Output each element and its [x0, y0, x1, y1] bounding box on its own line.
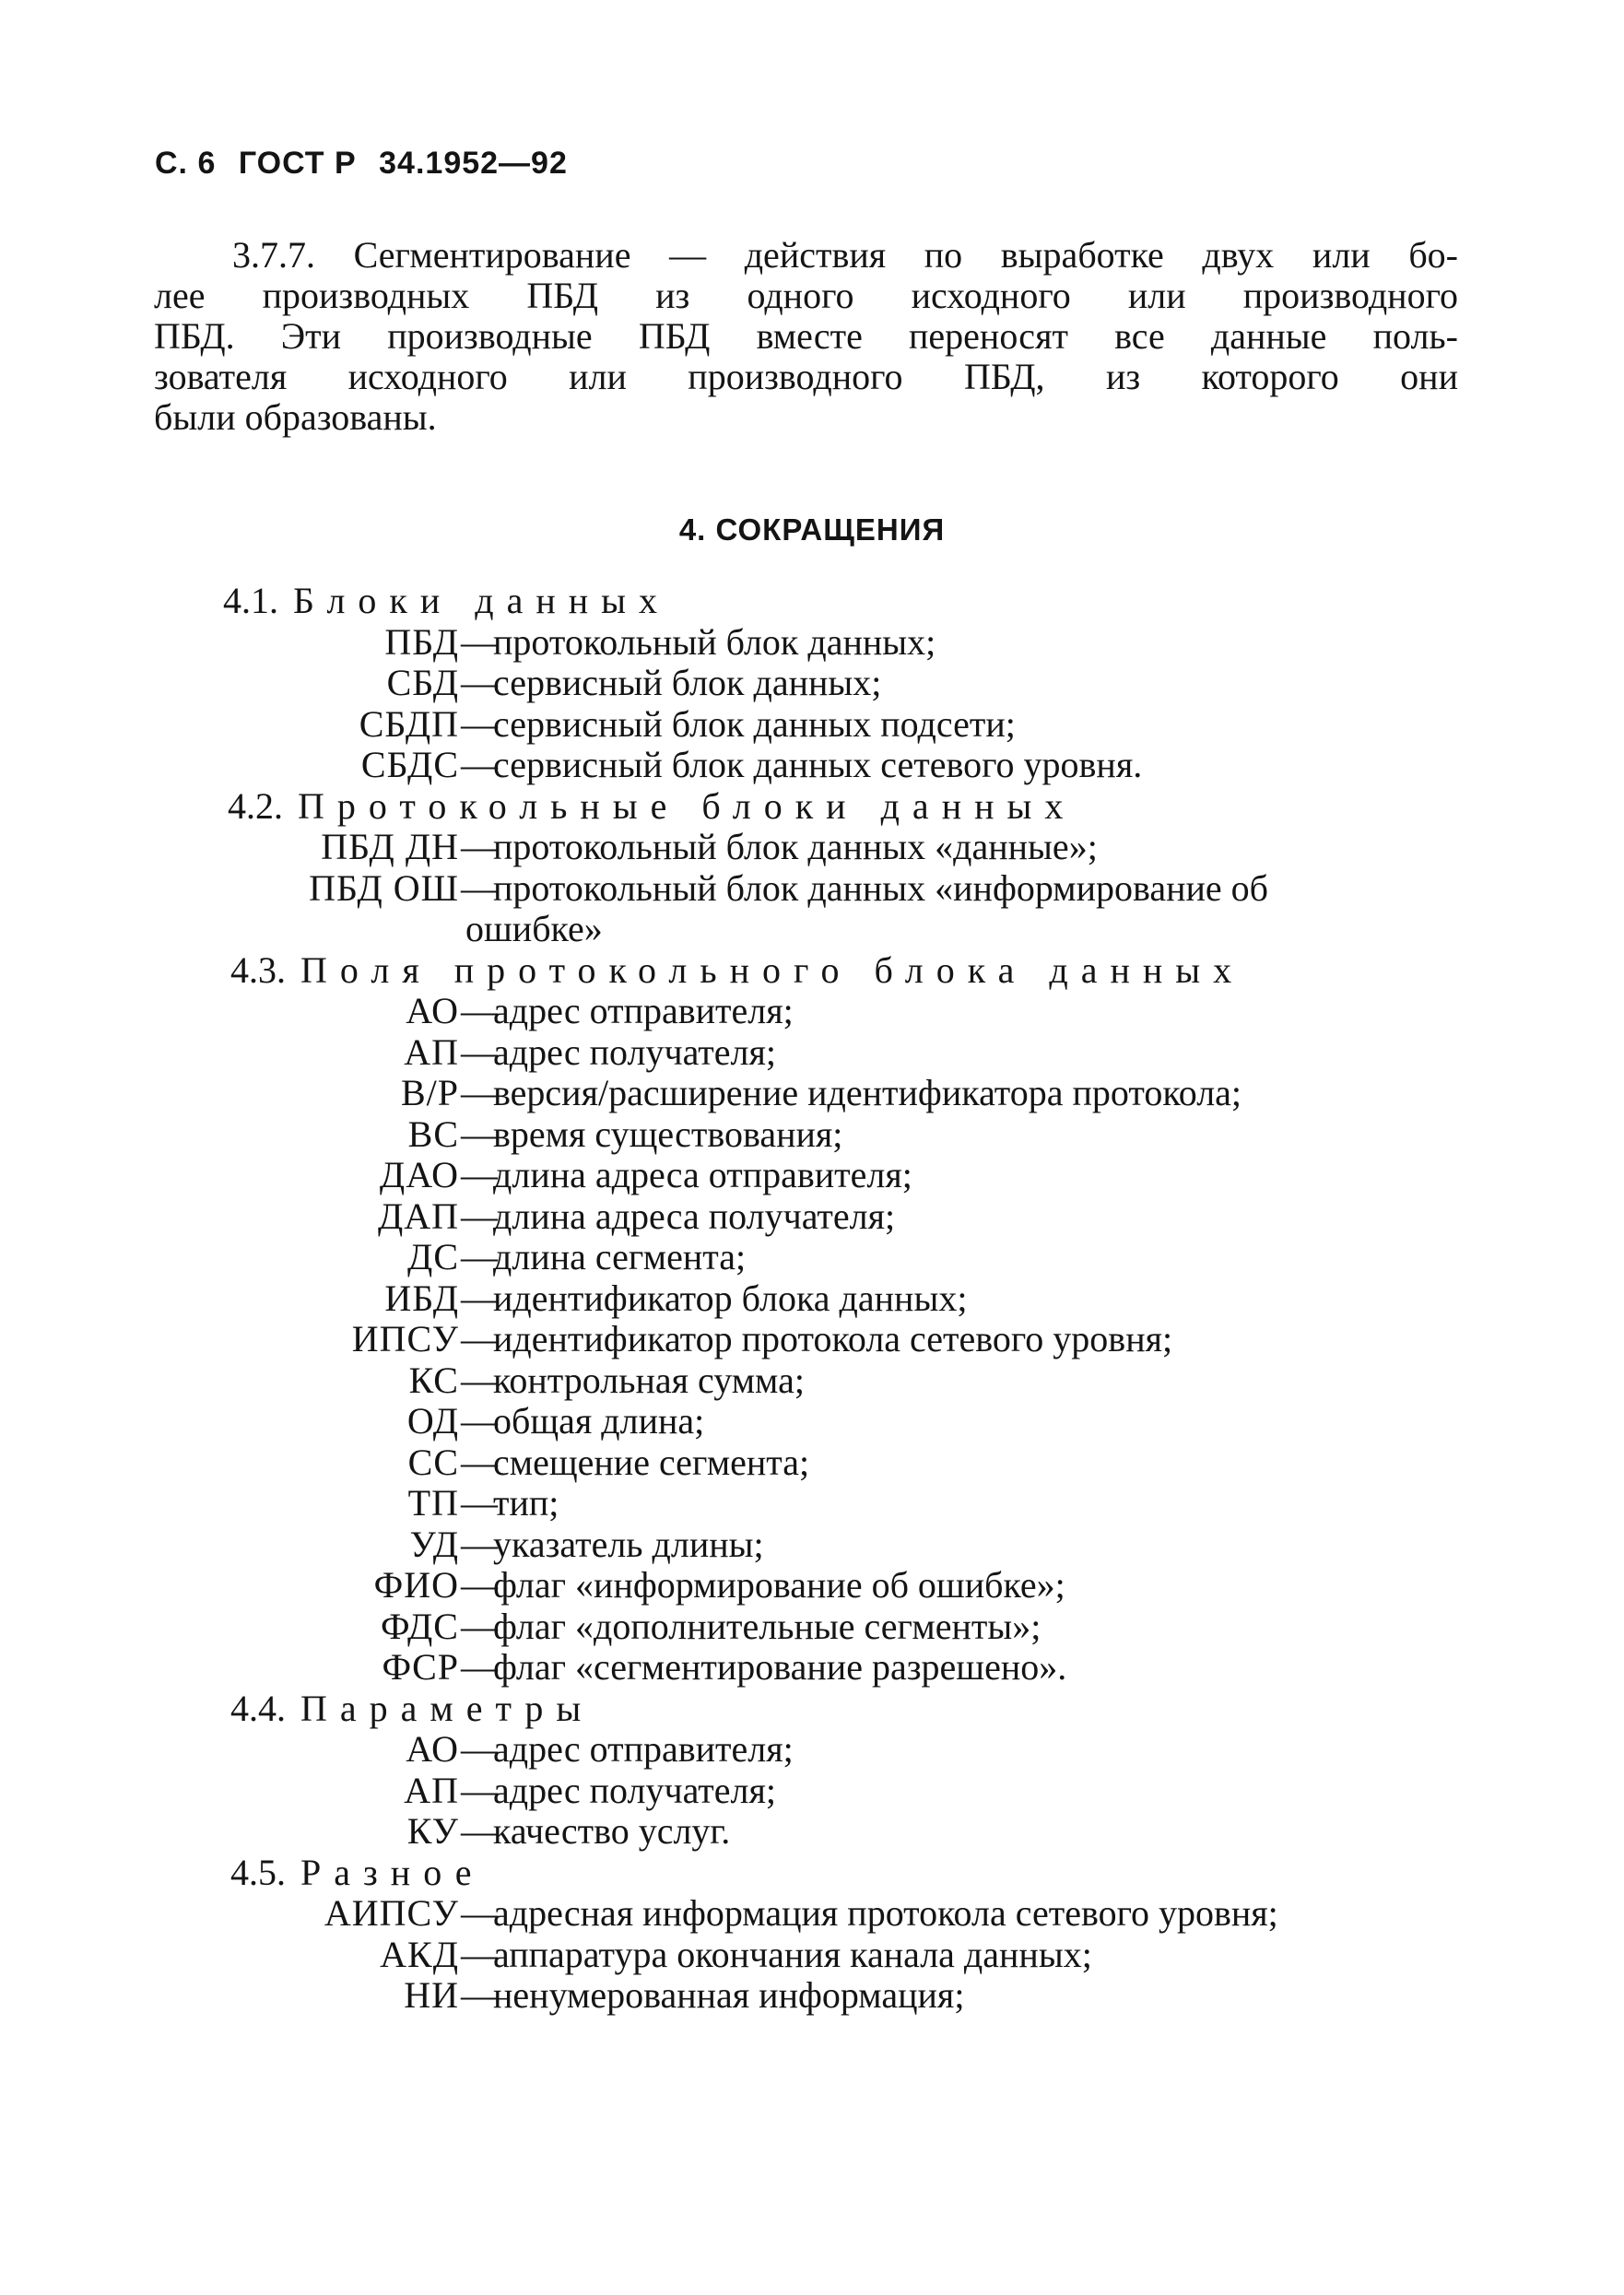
- paragraph-line: зователя исходного или производного ПБД, из которого они: [154, 356, 1458, 397]
- continuation-text: ошибке»: [465, 908, 603, 949]
- abbreviation-term: ПБД ДН: [321, 826, 459, 867]
- abbreviation-definition: тип;: [493, 1482, 559, 1524]
- abbreviation-entry: [0, 989, 1624, 1030]
- subsection-number: 4.2.: [228, 784, 283, 827]
- abbreviation-term: ОД: [406, 1400, 459, 1442]
- abbreviation-term: АП: [404, 1030, 459, 1073]
- abbreviation-entry: [0, 1030, 1624, 1071]
- abbreviation-dash: —: [461, 1646, 498, 1688]
- subsection-heading: [228, 784, 1076, 828]
- abbreviation-definition-continuation: [0, 907, 1624, 947]
- abbreviation-definition: адрес отправителя;: [493, 1728, 794, 1770]
- abbreviation-dash: —: [461, 826, 498, 867]
- abbreviation-entry: [0, 1071, 1624, 1112]
- abbreviation-definition: адрес получателя;: [493, 1030, 776, 1073]
- abbreviation-entry: [0, 702, 1624, 743]
- abbreviation-dash: —: [461, 1564, 498, 1606]
- abbreviation-term: ИПСУ: [351, 1318, 459, 1359]
- abbreviation-definition: сервисный блок данных;: [493, 662, 882, 703]
- abbreviation-definition: сервисный блок данных подсети;: [493, 702, 1016, 745]
- abbreviation-term: ПБД ОШ: [309, 866, 459, 909]
- abbreviation-definition: адрес отправителя;: [493, 990, 794, 1031]
- abbreviation-entry: [0, 1481, 1624, 1522]
- abbreviation-entry: [0, 620, 1624, 661]
- abbreviation-term: СБДП: [359, 702, 459, 745]
- subsection-number: 4.4.: [230, 1687, 286, 1729]
- abbreviation-definition: идентификатор блока данных;: [493, 1277, 968, 1319]
- abbreviation-dash: —: [461, 1154, 498, 1195]
- abbreviation-definition: идентификатор протокола сетевого уровня;: [493, 1318, 1173, 1359]
- standard-number: 34.1952—92: [379, 146, 568, 181]
- abbreviation-entry: [0, 1605, 1624, 1645]
- abbreviation-entry: [0, 1441, 1624, 1481]
- abbreviation-dash: —: [461, 1482, 498, 1524]
- abbreviation-term: СС: [407, 1441, 459, 1483]
- abbreviation-term: ФДС: [380, 1605, 459, 1647]
- abbreviation-dash: —: [461, 1359, 498, 1401]
- abbreviation-dash: —: [461, 1441, 498, 1483]
- abbreviation-term: НИ: [404, 1974, 459, 2016]
- paragraph-line: были образованы.: [154, 396, 437, 438]
- abbreviation-entry: [0, 1317, 1624, 1358]
- abbreviation-entry: [0, 661, 1624, 701]
- paragraph-line: ПБД. Эти производные ПБД вместе переносят все данные поль-: [154, 315, 1458, 357]
- abbreviation-dash: —: [461, 1974, 498, 2016]
- abbreviation-definition: смещение сегмента;: [493, 1441, 810, 1483]
- abbreviation-definition: адресная информация протокола сетевого уровня;: [493, 1892, 1278, 1934]
- abbreviation-entry: [0, 1399, 1624, 1440]
- abbreviation-entry: [0, 866, 1624, 907]
- abbreviation-entry: [0, 1769, 1624, 1809]
- abbreviation-definition: аппаратура окончания канала данных;: [493, 1933, 1092, 1975]
- subsection-title: Поля протокольного блока данных: [300, 948, 1245, 991]
- abbreviation-entry: [0, 1277, 1624, 1317]
- abbreviation-entry: [0, 1563, 1624, 1604]
- abbreviation-dash: —: [461, 1112, 498, 1155]
- abbreviation-definition: версия/расширение идентификатора протокола;: [493, 1072, 1242, 1113]
- abbreviation-entry: [0, 825, 1624, 865]
- abbreviation-definition: протокольный блок данных;: [493, 620, 936, 663]
- abbreviation-definition: общая длина;: [493, 1400, 705, 1442]
- abbreviation-entry: [0, 1933, 1624, 1973]
- definition-paragraph: [154, 234, 1458, 438]
- abbreviation-dash: —: [461, 620, 498, 663]
- abbreviation-term: СБДС: [360, 744, 459, 785]
- abbreviation-dash: —: [461, 1605, 498, 1647]
- abbreviation-definition: флаг «дополнительные сегменты»;: [493, 1605, 1041, 1647]
- abbreviation-dash: —: [461, 702, 498, 745]
- subsection-heading: [230, 948, 1244, 992]
- abbreviation-term: В/Р: [400, 1072, 459, 1113]
- abbreviation-term: АИПСУ: [324, 1892, 459, 1934]
- abbreviation-term: СБД: [386, 662, 459, 703]
- abbreviation-entry: [0, 1112, 1624, 1153]
- abbreviation-dash: —: [461, 1236, 498, 1277]
- section-title: 4. СОКРАЩЕНИЯ: [678, 512, 946, 547]
- abbreviation-dash: —: [461, 1892, 498, 1934]
- abbreviation-dash: —: [461, 1810, 498, 1852]
- abbreviation-entry: [0, 1195, 1624, 1235]
- abbreviation-dash: —: [461, 1072, 498, 1113]
- abbreviation-definition: адрес получателя;: [493, 1769, 776, 1811]
- abbreviation-dash: —: [461, 1277, 498, 1319]
- abbreviation-entry: [0, 1727, 1624, 1768]
- subsection-heading: [230, 1687, 594, 1730]
- abbreviation-term: ПБД: [384, 620, 459, 663]
- abbreviation-term: УД: [409, 1523, 459, 1565]
- abbreviation-dash: —: [461, 1400, 498, 1442]
- abbreviation-entry: [0, 1645, 1624, 1686]
- abbreviation-dash: —: [461, 1195, 498, 1237]
- abbreviation-definition: протокольный блок данных «данные»;: [493, 826, 1098, 867]
- abbreviation-term: ДАП: [377, 1195, 459, 1237]
- abbreviation-definition: время существования;: [493, 1112, 843, 1155]
- abbreviation-term: АП: [404, 1769, 459, 1811]
- subsection-title: Блоки данных: [293, 580, 671, 621]
- abbreviation-entry: [0, 743, 1624, 783]
- paragraph-line: 3.7.7. Сегментирование — действия по выработке двух или бо-: [232, 234, 1458, 276]
- abbreviation-term: ТП: [407, 1482, 459, 1524]
- abbreviation-dash: —: [461, 1523, 498, 1565]
- abbreviation-definition: протокольный блок данных «информирование об: [493, 866, 1269, 909]
- paragraph-line: лее производных ПБД из одного исходного или производного: [154, 275, 1458, 316]
- abbreviation-term: КС: [408, 1359, 459, 1401]
- standard-name: ГОСТ Р: [238, 146, 357, 181]
- abbreviation-dash: —: [461, 1030, 498, 1073]
- abbreviation-term: ДС: [407, 1236, 459, 1277]
- subsection-heading: [223, 579, 670, 622]
- abbreviation-entry: [0, 1153, 1624, 1194]
- abbreviation-term: ФИО: [373, 1564, 459, 1606]
- abbreviation-term: ФСР: [382, 1646, 459, 1688]
- abbreviation-entry: [0, 1891, 1624, 1932]
- subsection-number: 4.1.: [223, 580, 278, 621]
- subsection-title: Параметры: [300, 1687, 594, 1729]
- abbreviation-entry: [0, 1235, 1624, 1276]
- abbreviation-entry: [0, 1973, 1624, 2014]
- abbreviation-dash: —: [461, 1933, 498, 1975]
- abbreviation-term: АКД: [380, 1933, 459, 1975]
- subsection-number: 4.3.: [230, 948, 286, 991]
- page-header: [155, 146, 581, 182]
- subsection-title: Разное: [300, 1851, 485, 1893]
- abbreviation-definition: качество услуг.: [493, 1810, 731, 1852]
- abbreviation-definition: флаг «сегментирование разрешено».: [493, 1646, 1067, 1688]
- abbreviation-entry: [0, 1523, 1624, 1563]
- abbreviation-dash: —: [461, 866, 498, 909]
- abbreviation-term: АО: [406, 990, 459, 1031]
- abbreviation-term: ДАО: [379, 1154, 459, 1195]
- abbreviation-dash: —: [461, 1318, 498, 1359]
- abbreviation-dash: —: [461, 1769, 498, 1811]
- abbreviation-dash: —: [461, 1728, 498, 1770]
- abbreviation-entry: [0, 1809, 1624, 1850]
- abbreviation-definition: длина сегмента;: [493, 1236, 747, 1277]
- abbreviation-definition: контрольная сумма;: [493, 1359, 805, 1401]
- abbreviation-dash: —: [461, 990, 498, 1031]
- abbreviation-definition: сервисный блок данных сетевого уровня.: [493, 744, 1143, 785]
- abbreviation-term: КУ: [406, 1810, 459, 1852]
- abbreviation-definition: ненумерованная информация;: [493, 1974, 965, 2016]
- abbreviation-dash: —: [461, 662, 498, 703]
- abbreviation-definition: указатель длины;: [493, 1523, 764, 1565]
- abbreviation-definition: длина адреса получателя;: [493, 1195, 896, 1237]
- subsection-number: 4.5.: [230, 1851, 286, 1893]
- abbreviation-term: ВС: [407, 1112, 459, 1155]
- abbreviation-definition: флаг «информирование об ошибке»;: [493, 1564, 1065, 1606]
- page-number: С. 6: [155, 146, 217, 181]
- abbreviation-dash: —: [461, 744, 498, 785]
- subsection-heading: [230, 1851, 484, 1894]
- abbreviation-term: ИБД: [384, 1277, 459, 1319]
- abbreviation-term: АО: [406, 1728, 459, 1770]
- subsection-title: Протокольные блоки данных: [298, 784, 1077, 827]
- abbreviation-entry: [0, 1359, 1624, 1399]
- abbreviation-definition: длина адреса отправителя;: [493, 1154, 912, 1195]
